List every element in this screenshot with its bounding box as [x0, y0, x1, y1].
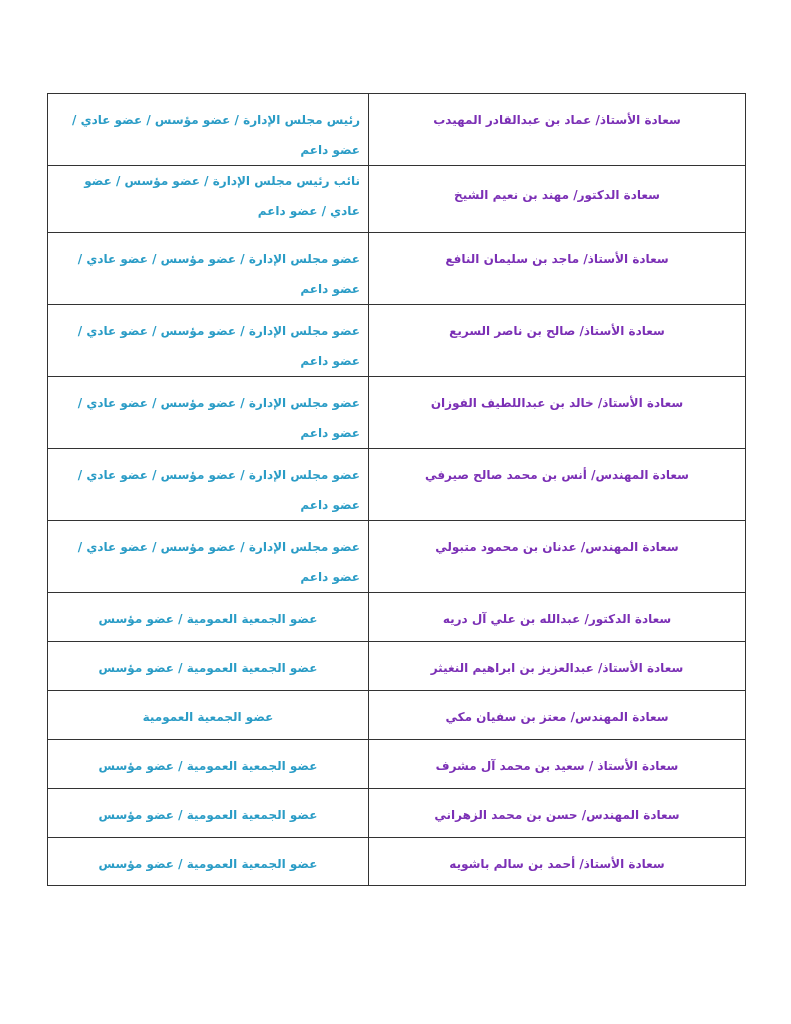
- member-name-cell: سعادة الأستاذ/ عبدالعزيز بن ابراهيم النغيثر: [369, 642, 746, 691]
- table-row: [48, 593, 746, 642]
- member-role-cell: عضو مجلس الإدارة / عضو مؤسس / عضو عادي / عضو داعم: [48, 521, 369, 593]
- member-name-cell: سعادة الأستاذ/ ماجد بن سليمان النافع: [369, 233, 746, 305]
- table-row: [48, 740, 746, 789]
- member-role-cell: عضو الجمعية العمومية / عضو مؤسس: [48, 642, 369, 691]
- member-name-cell: سعادة الأستاذ/ أحمد بن سالم باشويه: [369, 838, 746, 886]
- table-row: [48, 521, 746, 593]
- member-role-cell: عضو مجلس الإدارة / عضو مؤسس / عضو عادي / عضو داعم: [48, 305, 369, 377]
- table-row: [48, 94, 746, 166]
- table-row: [48, 305, 746, 377]
- member-role-cell: عضو الجمعية العمومية / عضو مؤسس: [48, 593, 369, 642]
- member-name-cell: سعادة الدكتور/ مهند بن نعيم الشيخ: [369, 166, 746, 233]
- table-row: [48, 166, 746, 233]
- member-name-cell: سعادة المهندس/ أنس بن محمد صالح صيرفي: [369, 449, 746, 521]
- member-name-cell: سعادة الأستاذ/ خالد بن عبداللطيف الفوزان: [369, 377, 746, 449]
- table-row: [48, 789, 746, 838]
- table-row: [48, 233, 746, 305]
- member-name-cell: سعادة المهندس/ معتز بن سفيان مكي: [369, 691, 746, 740]
- members-table: [47, 93, 746, 886]
- member-name-cell: سعادة الدكتور/ عبدالله بن علي آل دريه: [369, 593, 746, 642]
- member-role-cell: عضو الجمعية العمومية / عضو مؤسس: [48, 789, 369, 838]
- member-name-cell: سعادة الأستاذ/ صالح بن ناصر السريع: [369, 305, 746, 377]
- member-name-cell: سعادة الأستاذ / سعيد بن محمد آل مشرف: [369, 740, 746, 789]
- member-role-cell: عضو الجمعية العمومية / عضو مؤسس: [48, 740, 369, 789]
- member-role-cell: عضو مجلس الإدارة / عضو مؤسس / عضو عادي / عضو داعم: [48, 377, 369, 449]
- member-role-cell: عضو مجلس الإدارة / عضو مؤسس / عضو عادي / عضو داعم: [48, 449, 369, 521]
- member-name-cell: سعادة المهندس/ عدنان بن محمود متبولي: [369, 521, 746, 593]
- table-row: [48, 838, 746, 886]
- table-row: [48, 642, 746, 691]
- member-role-cell: عضو الجمعية العمومية / عضو مؤسس: [48, 838, 369, 886]
- member-role-cell: رئيس مجلس الإدارة / عضو مؤسس / عضو عادي / عضو داعم: [48, 94, 369, 166]
- member-name-cell: سعادة الأستاذ/ عماد بن عبدالقادر المهيدب: [369, 94, 746, 166]
- member-name-cell: سعادة المهندس/ حسن بن محمد الزهراني: [369, 789, 746, 838]
- member-role-cell: نائب رئيس مجلس الإدارة / عضو مؤسس / عضو عادي / عضو داعم: [48, 166, 369, 233]
- table-row: [48, 691, 746, 740]
- members-table-body: [48, 94, 746, 886]
- member-role-cell: عضو مجلس الإدارة / عضو مؤسس / عضو عادي / عضو داعم: [48, 233, 369, 305]
- table-row: [48, 377, 746, 449]
- member-role-cell: عضو الجمعية العمومية: [48, 691, 369, 740]
- table-row: [48, 449, 746, 521]
